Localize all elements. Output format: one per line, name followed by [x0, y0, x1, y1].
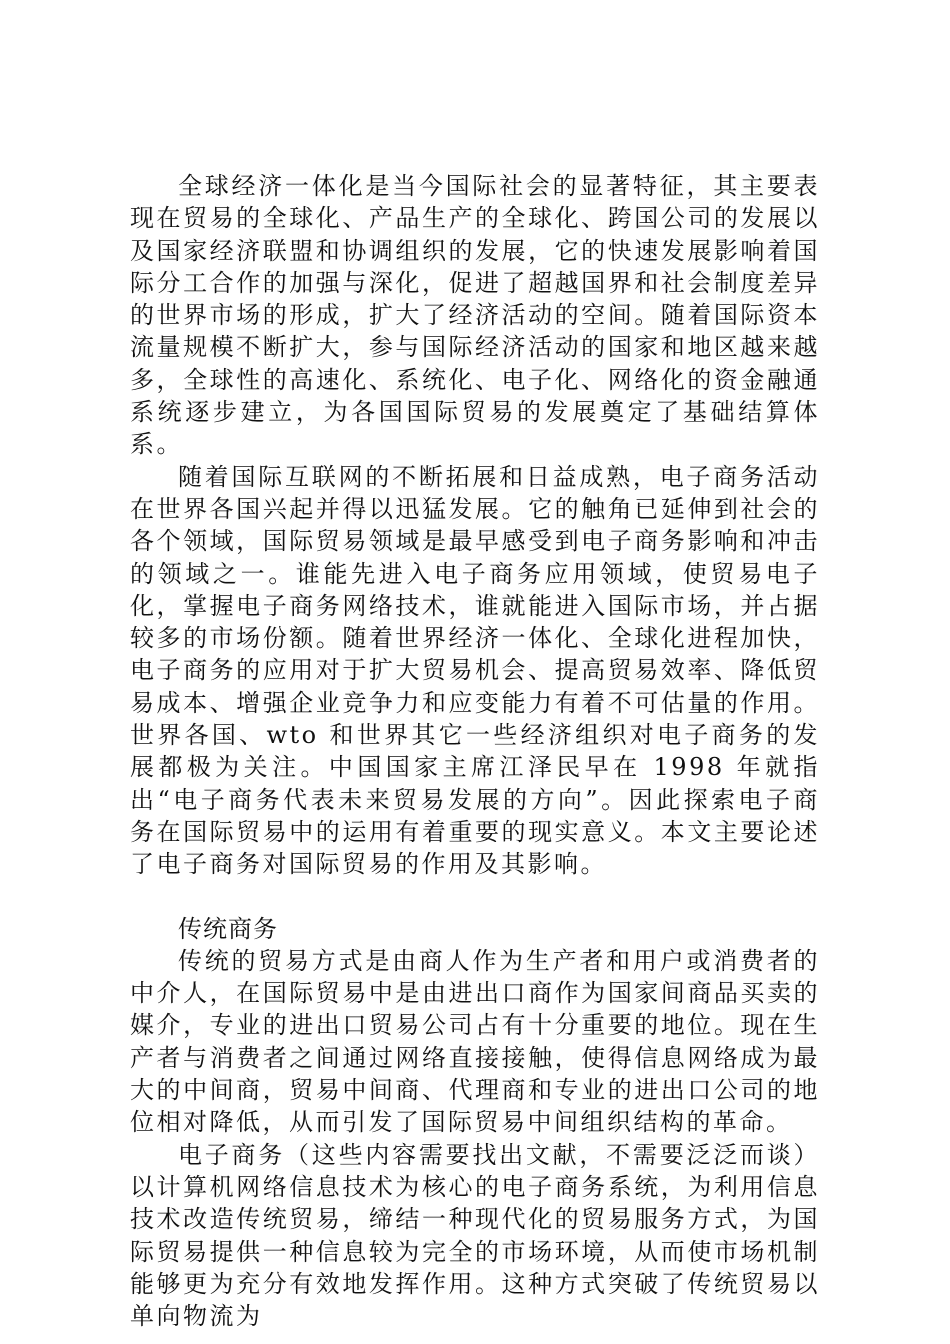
body-paragraph: 全球经济一体化是当今国际社会的显著特征，其主要表现在贸易的全球化、产品生产的全球化、跨国公司的发展以及国家经济联盟和协调组织的发展，它的快速发展影响着国际分工合作的加强与深化，促进了超越国界和社会制度差异的世界市场的形成，扩大了经济活动的空间。随着国际资本流量规模不断扩大，参与国际经济活动的国家和地区越来越多，全球性的高速化、系统化、电子化、网络化的资金融通系统逐步建立，为各国国际贸易的发展奠定了基础结算体系。 [130, 172, 820, 459]
body-paragraph: 传统的贸易方式是由商人作为生产者和用户或消费者的中介人，在国际贸易中是由进出口商作为国家间商品买卖的媒介，专业的进出口贸易公司占有十分重要的地位。现在生产者与消费者之间通过网络直接接触，使得信息网络成为最大的中间商，贸易中间商、代理商和专业的进出口公司的地位相对降低，从而引发了国际贸易中间组织结构的革命。 [130, 946, 820, 1137]
blank-line [130, 881, 820, 913]
section-heading: 传统商务 [178, 914, 278, 943]
body-paragraph: 电子商务（这些内容需要找出文献，不需要泛泛而谈）以计算机网络信息技术为核心的电子商务系统，为利用信息技术改造传统贸易，缔结一种现代化的贸易服务方式，为国际贸易提供一种信息较为完全的市场环境，从而使市场机制能够更为充分有效地发挥作用。这种方式突破了传统贸易以单向物流为 [130, 1140, 820, 1331]
body-paragraph: 随着国际互联网的不断拓展和日益成熟，电子商务活动在世界各国兴起并得以迅猛发展。它的触角已延伸到社会的各个领域，国际贸易领域是最早感受到电子商务影响和冲击的领域之一。谁能先进入电子商务应用领域，使贸易电子化，掌握电子商务网络技术，谁就能进入国际市场，并占据较多的市场份额。随着世界经济一体化、全球化进程加快，电子商务的应用对于扩大贸易机会、提高贸易效率、降低贸易成本、增强企业竞争力和应变能力有着不可估量的作用。世界各国、wto 和世界其它一些经济组织对电子商务的发展都极为关注。中国国家主席江泽民早在 1998 年就指出“电子商务代表未来贸易发展的方向”。因此探索电子商务在国际贸易中的运用有着重要的现实意义。本文主要论述了电子商务对国际贸易的作用及其影响。 [130, 462, 820, 879]
document-page [130, 170, 820, 1332]
